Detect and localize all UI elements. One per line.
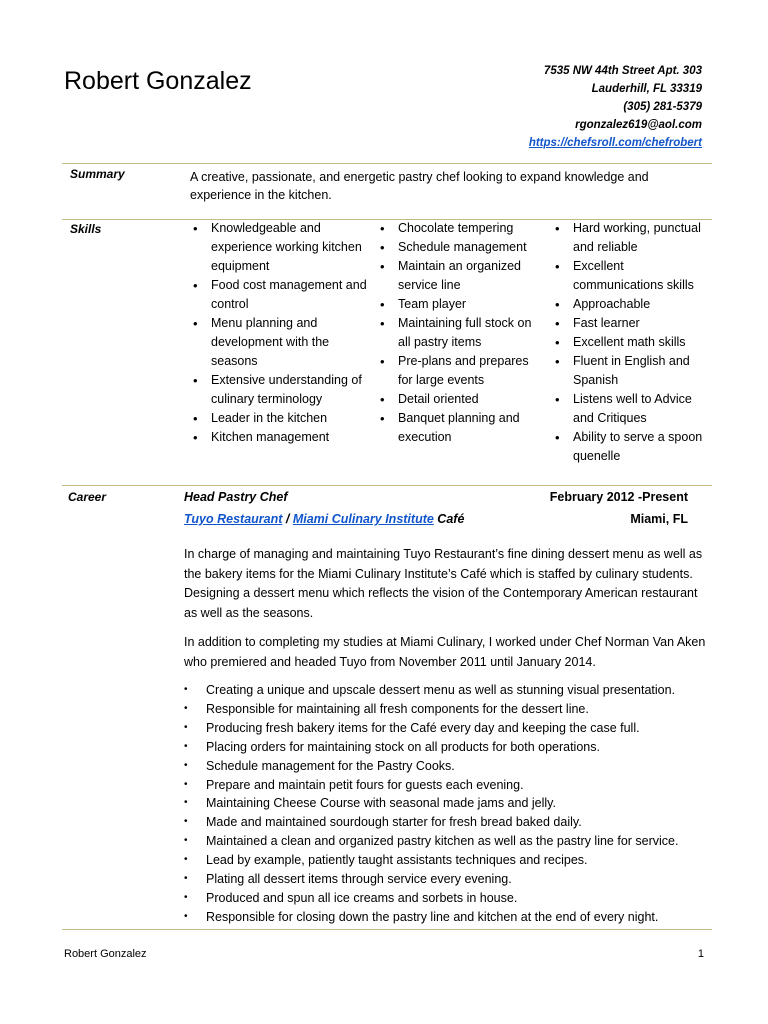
skill-item: • Excellent math skills bbox=[553, 333, 713, 352]
job-employer bbox=[184, 510, 464, 528]
duty-item: • Produced and spun all ice creams and sorbets in house. bbox=[184, 889, 712, 908]
website-link[interactable]: https://chefsroll.com/chefrobert bbox=[528, 137, 702, 149]
skill-item: • Approachable bbox=[553, 295, 713, 314]
skill-item: • Team player bbox=[378, 295, 543, 314]
duty-item: • Schedule management for the Pastry Cooks. bbox=[184, 757, 712, 776]
career-paragraph-1: In charge of managing and maintaining Tuyo Restaurant’s fine dining dessert menu as well as the bakery items for the Miami Culinary Institute’s Café which is staffed by culinary students. Designing a dessert menu which reflects the vision of the Contemporary American restaurant as well as the seasons. bbox=[184, 547, 703, 620]
skills-column-3 bbox=[553, 219, 713, 466]
duties-list bbox=[184, 681, 712, 927]
skill-item: • Kitchen management bbox=[191, 428, 371, 447]
skill-item: • Menu planning and development with the seasons bbox=[191, 314, 371, 371]
summary-text: A creative, passionate, and energetic pastry chef looking to expand knowledge and experience in the kitchen. bbox=[190, 170, 649, 202]
summary-divider bbox=[62, 163, 712, 164]
employer-separator: / bbox=[282, 512, 293, 526]
job-title: Head Pastry Chef bbox=[184, 490, 288, 504]
career-label: Career bbox=[68, 490, 107, 504]
skill-item: • Detail oriented bbox=[378, 390, 543, 409]
skill-item: • Banquet planning and execution bbox=[378, 409, 543, 447]
duty-item: • Responsible for maintaining all fresh components for the dessert line. bbox=[184, 700, 712, 719]
job-location: Miami, FL bbox=[630, 512, 688, 526]
skills-column-2 bbox=[378, 219, 543, 447]
skill-item: • Knowledgeable and experience working kitchen equipment bbox=[191, 219, 371, 276]
duty-item: • Made and maintained sourdough starter for fresh bread baked daily. bbox=[184, 813, 712, 832]
duty-item: • Maintaining Cheese Course with seasonal made jams and jelly. bbox=[184, 794, 712, 813]
skill-item: • Pre-plans and prepares for large events bbox=[378, 352, 543, 390]
skill-item: • Listens well to Advice and Critiques bbox=[553, 390, 713, 428]
skill-item: • Excellent communications skills bbox=[553, 257, 713, 295]
skill-item: • Chocolate tempering bbox=[378, 219, 543, 238]
employer-suffix: Café bbox=[433, 512, 465, 526]
resume-name: Robert Gonzalez bbox=[64, 67, 252, 95]
skill-item: • Ability to serve a spoon quenelle bbox=[553, 428, 713, 466]
duty-item: • Maintained a clean and organized pastry kitchen as well as the pastry line for service. bbox=[184, 832, 712, 851]
career-paragraph-2: In addition to completing my studies at Miami Culinary, I worked under Chef Norman Van Aken who premiered and headed Tuyo from November 2011 until January 2014. bbox=[184, 635, 706, 669]
job-dates: February 2012 -Present bbox=[549, 490, 688, 504]
skill-item: • Fluent in English and Spanish bbox=[553, 352, 713, 390]
skill-item: • Maintain an organized service line bbox=[378, 257, 543, 295]
page-number: 1 bbox=[697, 948, 704, 960]
employer-link-tuyo[interactable]: Tuyo Restaurant bbox=[184, 512, 283, 526]
skills-column-1 bbox=[191, 219, 371, 447]
footer-name: Robert Gonzalez bbox=[64, 948, 147, 960]
duty-item: • Producing fresh bakery items for the Café every day and keeping the case full. bbox=[184, 719, 712, 738]
skill-item: • Maintaining full stock on all pastry items bbox=[378, 314, 543, 352]
duty-item: • Responsible for closing down the pastry line and kitchen at the end of every night. bbox=[184, 908, 712, 927]
phone-number: (305) 281-5379 bbox=[623, 101, 702, 113]
skill-item: • Food cost management and control bbox=[191, 276, 371, 314]
skill-item: • Hard working, punctual and reliable bbox=[553, 219, 713, 257]
skill-item: • Extensive understanding of culinary terminology bbox=[191, 371, 371, 409]
duty-item: • Placing orders for maintaining stock on all products for both operations. bbox=[184, 738, 712, 757]
skill-item: • Leader in the kitchen bbox=[191, 409, 371, 428]
duty-item: • Creating a unique and upscale dessert menu as well as stunning visual presentation. bbox=[184, 681, 712, 700]
skill-item: • Fast learner bbox=[553, 314, 713, 333]
address-line-1: 7535 NW 44th Street Apt. 303 bbox=[543, 65, 702, 77]
duty-item: • Prepare and maintain petit fours for guests each evening. bbox=[184, 776, 712, 795]
summary-label: Summary bbox=[70, 167, 125, 181]
skills-label: Skills bbox=[70, 222, 102, 236]
employer-link-mci[interactable]: Miami Culinary Institute bbox=[292, 512, 434, 526]
duty-item: • Lead by example, patiently taught assistants techniques and recipes. bbox=[184, 851, 712, 870]
address-line-2: Lauderhill, FL 33319 bbox=[591, 83, 702, 95]
career-divider bbox=[62, 485, 712, 486]
duty-item: • Plating all dessert items through service every evening. bbox=[184, 870, 712, 889]
skill-item: • Schedule management bbox=[378, 238, 543, 257]
contact-block bbox=[529, 62, 702, 152]
footer-divider bbox=[62, 929, 712, 930]
email-address: rgonzalez619@aol.com bbox=[575, 119, 702, 131]
